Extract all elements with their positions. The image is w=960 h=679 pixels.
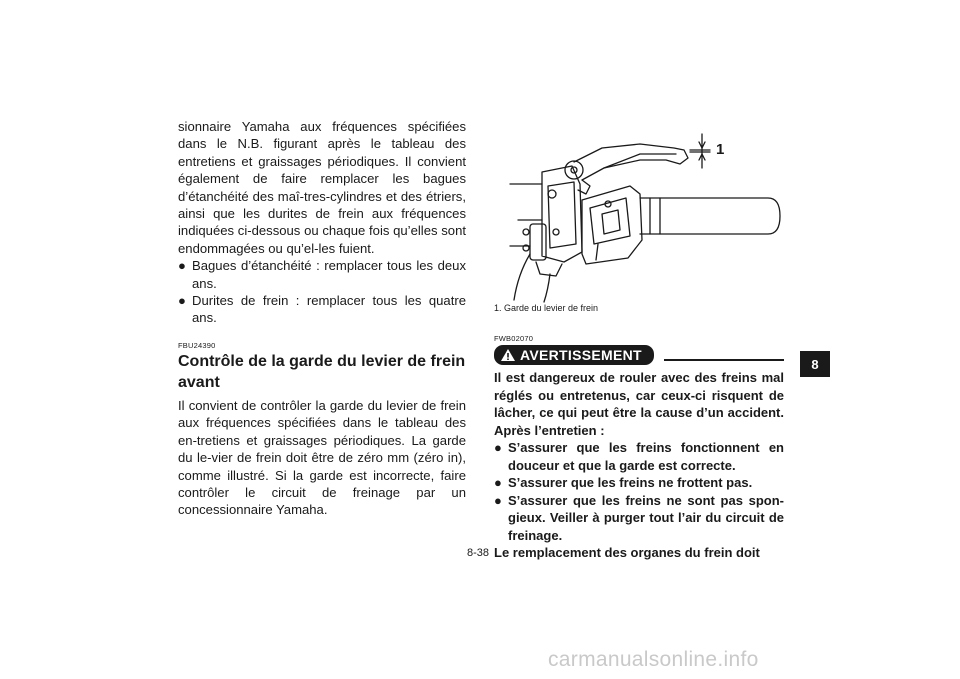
warning-body bbox=[494, 369, 784, 562]
section-code: FBU24390 bbox=[178, 340, 216, 350]
intro-paragraph: sionnaire Yamaha aux fréquences spécifiées dans le N.B. figurant après le tableau des entretiens et graissages périodiques. Il convient également de faire remplacer les bagues d’étanchéité des maî-tres-cylindres et des étriers, ainsi que les durites de frein aux fréquences indiquées ci-dessous ou chaque fois qu’elles sont endommagées ou qu’el-les fuient. bbox=[178, 119, 466, 256]
list-item bbox=[494, 492, 784, 545]
left-column bbox=[178, 118, 466, 519]
brake-lever-illustration bbox=[490, 124, 790, 304]
warning-intro: Il est dangereux de rouler avec des freins mal réglés ou entretenus, car ceux-ci risquent de lâcher, ce qui peut être la cause d’un accident. Après l’entretien : bbox=[494, 370, 784, 438]
bullet-icon: ● bbox=[494, 492, 502, 508]
list-item-text: S’assurer que les freins ne frottent pas. bbox=[508, 475, 753, 490]
list-item-text: Bagues d’étanchéité : remplacer tous les deux ans. bbox=[192, 258, 466, 291]
warning-header bbox=[494, 345, 784, 365]
bullet-icon: ● bbox=[494, 440, 502, 455]
figure-caption: 1. Garde du levier de frein bbox=[494, 303, 599, 313]
list-item bbox=[494, 439, 784, 474]
watermark: carmanualsonline.info bbox=[548, 648, 759, 671]
section-paragraph: Il convient de contrôler la garde du levier de frein aux fréquences spécifiées dans le tableau des en-tretiens et graissages périodiques. La garde du le-vier de frein doit être de zéro mm (zéro in), comme illustré. Si la garde est incorrecte, faire contrôler le circuit de freinage par un concessionnaire Yamaha. bbox=[178, 397, 466, 518]
brake-lever-drawing bbox=[490, 124, 790, 304]
list-item-text: Durites de frein : remplacer tous les quatre ans. bbox=[192, 293, 466, 326]
warning-block bbox=[494, 334, 784, 562]
warning-icon bbox=[500, 348, 516, 362]
bullet-icon: ● bbox=[178, 258, 186, 274]
warning-badge bbox=[494, 345, 654, 365]
warning-outro: Le remplacement des organes du frein doit bbox=[494, 545, 760, 560]
list-item-text: S’assurer que les freins fonctionnent en douceur et que la garde est correcte. bbox=[508, 440, 784, 473]
bullet-icon: ● bbox=[178, 293, 186, 309]
page-number: 8-38 bbox=[467, 547, 490, 559]
list-item bbox=[178, 292, 466, 327]
section-title: Contrôle de la garde du levier de frein avant bbox=[178, 352, 466, 391]
warning-label: AVERTISSEMENT bbox=[520, 347, 642, 363]
warning-code: FWB02070 bbox=[494, 334, 534, 343]
bullet-icon: ● bbox=[494, 475, 502, 490]
list-item-text: S’assurer que les freins ne sont pas spon-gieux. Veiller à purger tout l’air du circuit de freinage. bbox=[508, 492, 784, 543]
chapter-tab: 8 bbox=[800, 351, 830, 377]
list-item bbox=[178, 257, 466, 292]
list-item bbox=[494, 474, 784, 492]
callout-number: 1 bbox=[716, 141, 725, 158]
warning-rule bbox=[664, 359, 784, 361]
